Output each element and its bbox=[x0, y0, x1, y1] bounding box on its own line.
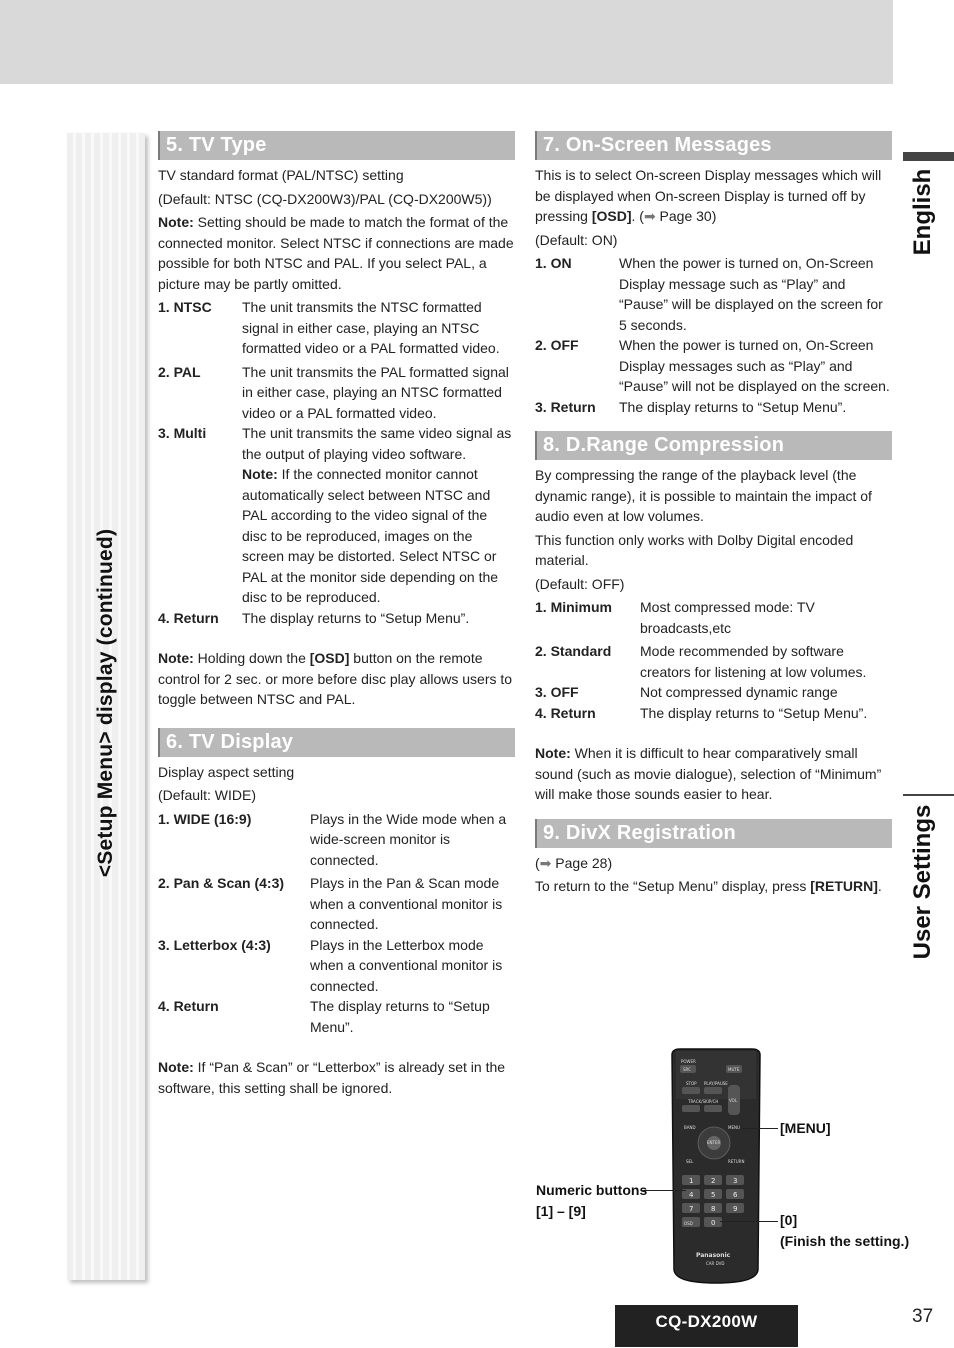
prev-button bbox=[682, 1105, 700, 1112]
osm-option: 1. ON When the power is turned on, On-Screen Display message such as “Play” and “Pause” will be displayed on the screen for 5 seconds. bbox=[535, 255, 883, 333]
section-title-tv-type: 5. TV Type bbox=[158, 131, 515, 160]
section-title-tv-display: 6. TV Display bbox=[158, 728, 515, 757]
drange-option: 4. Return The display returns to “Setup Menu”. bbox=[535, 704, 868, 721]
numeric-label-5: 5 bbox=[711, 1191, 716, 1199]
numeric-callout-line bbox=[643, 1190, 686, 1191]
numeric-label-4: 4 bbox=[689, 1191, 694, 1199]
english-tab: English bbox=[909, 168, 936, 256]
numeric-label-8: 8 bbox=[711, 1205, 716, 1213]
drange-option: 2. Standard Mode recommended by software creators for listening at low volumes. bbox=[535, 643, 867, 680]
tv-display-option: 3. Letterbox (4:3) Plays in the Letterbox mode when a conventional monitor is connected. bbox=[158, 936, 503, 994]
left-column bbox=[158, 131, 515, 1101]
numeric-label-6: 6 bbox=[733, 1191, 738, 1199]
osm-default: (Default: ON) bbox=[535, 231, 618, 248]
header-band bbox=[0, 0, 893, 84]
drange-note: Note: When it is difficult to hear comparatively small sound (such as movie dialogue), selection of “Minimum” will make those sounds easier to hear. bbox=[535, 745, 882, 802]
enter-label: ENTER bbox=[707, 1140, 721, 1145]
tv-display-note: Note: If “Pan & Scan” or “Letterbox” is already set in the software, this setting shall be ignored. bbox=[158, 1059, 506, 1096]
model-label: CAR DVD bbox=[706, 1261, 725, 1266]
osm-option: 3. Return The display returns to “Setup Menu”. bbox=[535, 398, 847, 415]
stop-button bbox=[682, 1087, 700, 1094]
section-title-divx: 9. DivX Registration bbox=[535, 819, 892, 848]
tv-type-note: Note: Setting should be made to match the format of the connected monitor. Select NTSC if connections are made possible for both NTSC and PAL. If you select PAL, a picture may be partly omitted. bbox=[158, 214, 514, 292]
tv-type-desc: TV standard format (PAL/NTSC) setting bbox=[158, 167, 404, 183]
tv-type-option: 1. NTSC The unit transmits the NTSC formatted signal in either case, playing an NTSC formatted video or a PAL formatted video. bbox=[158, 299, 500, 356]
arrow-icon: ➡ bbox=[539, 854, 552, 871]
tv-display-option: 1. WIDE (16:9) Plays in the Wide mode when a wide-screen monitor is connected. bbox=[158, 810, 507, 868]
menu-callout-line bbox=[742, 1128, 778, 1129]
zero-callout-line bbox=[720, 1221, 778, 1222]
drange-option: 3. OFF Not compressed dynamic range bbox=[535, 684, 838, 700]
english-tab-bar bbox=[903, 152, 954, 161]
next-button bbox=[704, 1105, 722, 1112]
drange-option: 1. Minimum Most compressed mode: TV broadcasts,etc bbox=[535, 599, 815, 636]
play-pause-label: PLAY/PAUSE bbox=[704, 1081, 728, 1086]
numeric-label-3: 3 bbox=[733, 1177, 738, 1185]
osm-option: 2. OFF When the power is turned on, On-Screen Display messages such as “Play” and “Pause” will not be displayed on the screen. bbox=[535, 337, 890, 394]
drange-desc: By compressing the range of the playback level (the dynamic range), it is possible to maintain the impact of audio even at low volumes. bbox=[535, 467, 872, 524]
return-label: RETURN bbox=[728, 1159, 745, 1164]
vol-label: VOL bbox=[729, 1098, 738, 1103]
page-number: 37 bbox=[912, 1306, 934, 1327]
menu-label: MENU bbox=[728, 1125, 740, 1130]
right-column bbox=[535, 131, 892, 900]
tv-type-note-osd: Note: Holding down the [OSD] button on the remote control for 2 sec. or more before disc play allows users to toggle between NTSC and PAL. bbox=[158, 650, 513, 707]
drange-desc-2: This function only works with Dolby Digital encoded material. bbox=[535, 531, 854, 568]
numeric-label-2: 2 bbox=[711, 1177, 716, 1185]
tv-display-default: (Default: WIDE) bbox=[158, 787, 257, 803]
tv-type-default: (Default: NTSC (CQ-DX200W3)/PAL (CQ-DX200W5)) bbox=[158, 190, 492, 207]
src-label: SRC bbox=[683, 1067, 691, 1072]
osd-label: OSD bbox=[684, 1221, 693, 1226]
divx-desc: To return to the “Setup Menu” display, press [RETURN]. bbox=[535, 878, 882, 894]
tv-type-option: 3. Multi The unit transmits the same video signal as the output of playing video software. Note: If the connected monitor cannot automatically select between NTSC and PAL according to the video signal of the disc to be reproduced, images on the screen may be distorted. Select NTSC or PAL at the monitor side depending on the disc to be reproduced. bbox=[158, 425, 512, 605]
track-skip-label: TRACK/SKIP/CH bbox=[688, 1099, 719, 1104]
play-pause-button bbox=[704, 1087, 722, 1094]
tv-type-option: 4. Return The display returns to “Setup Menu”. bbox=[158, 609, 470, 626]
side-title: <Setup Menu> display (continued) bbox=[94, 528, 117, 878]
numeric-label-9: 9 bbox=[733, 1205, 738, 1213]
stop-label: STOP bbox=[686, 1081, 697, 1086]
section-title-drange: 8. D.Range Compression bbox=[535, 431, 892, 460]
band-label: BAND bbox=[684, 1125, 696, 1130]
tv-type-option: 2. PAL The unit transmits the PAL formatted signal in either case, playing an NTSC formatted video or a PAL formatted video. bbox=[158, 363, 509, 421]
tv-display-option: 2. Pan & Scan (4:3) Plays in the Pan & Scan mode when a conventional monitor is connected. bbox=[158, 875, 503, 932]
power-label: POWER bbox=[681, 1059, 696, 1064]
remote-control-illustration bbox=[668, 1047, 764, 1287]
numeric-label-0: 0 bbox=[711, 1219, 716, 1227]
sel-label: SEL bbox=[686, 1159, 694, 1164]
menu-callout: [MENU] bbox=[780, 1120, 831, 1136]
divx-ref: (➡ Page 28) bbox=[535, 854, 613, 871]
user-settings-tab: User Settings bbox=[909, 804, 936, 960]
arrow-icon: ➡ bbox=[643, 208, 656, 224]
drange-default: (Default: OFF) bbox=[535, 575, 625, 592]
brand-logo: Panasonic bbox=[696, 1252, 731, 1259]
tv-display-option: 4. Return The display returns to “Setup Menu”. bbox=[158, 998, 490, 1035]
section-title-on-screen-messages: 7. On-Screen Messages bbox=[535, 131, 892, 160]
osm-desc: This is to select On-screen Display messages which will be displayed when On-screen Display is turned off by pressing [OSD]. (➡ Page 30) bbox=[535, 167, 882, 224]
numeric-callout: Numeric buttons [1] – [9] bbox=[536, 1182, 648, 1219]
mute-label: MUTE bbox=[728, 1067, 740, 1072]
numeric-label-7: 7 bbox=[689, 1205, 694, 1213]
numeric-label-1: 1 bbox=[689, 1177, 694, 1185]
tv-display-desc: Display aspect setting bbox=[158, 763, 295, 780]
user-settings-rule bbox=[903, 794, 954, 796]
zero-callout: [0] (Finish the setting.) bbox=[780, 1212, 910, 1249]
model-badge: CQ-DX200W bbox=[615, 1305, 798, 1347]
